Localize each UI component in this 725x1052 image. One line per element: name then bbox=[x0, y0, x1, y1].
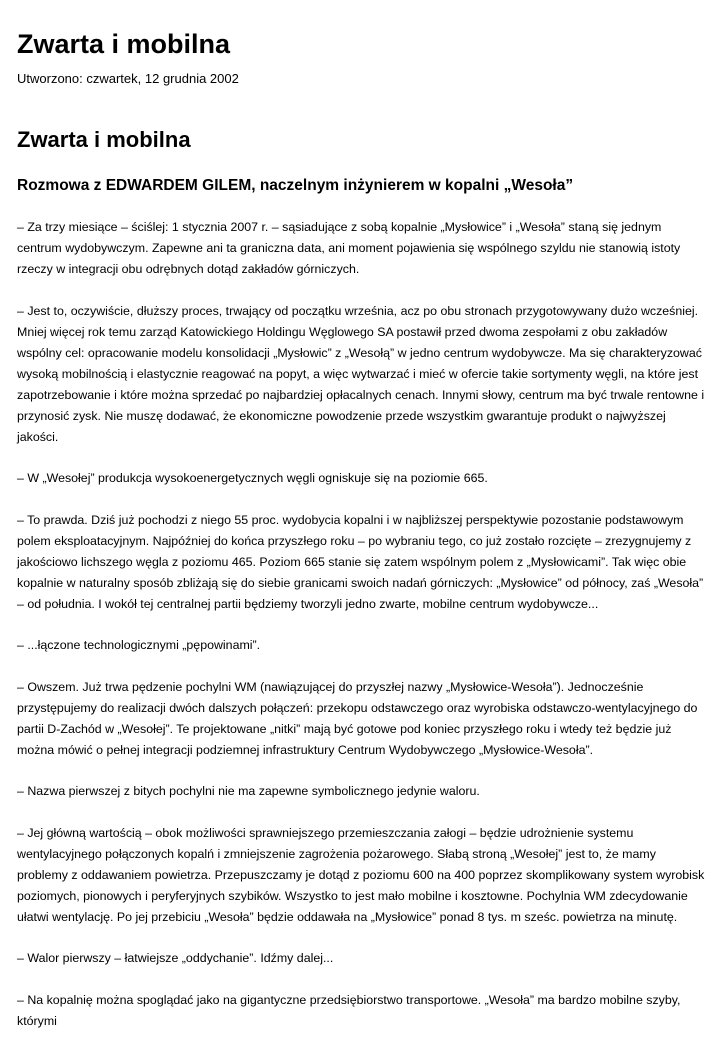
paragraph: – Owszem. Już trwa pędzenie pochylni WM (nawiązującej do przyszłej nazwy „Mysłowice-Wesoła”). Jednocześnie przystępujemy do realizacji dwóch dalszych połączeń: przekopu odstawczego oraz wyrobiska odstawczo-wentylacyjnego do partii D-Zachód w „Wesołej”. Te projektowane „nitki” mają być gotowe pod koniec przyszłego roku i wtedy też będzie już można mówić o pełnej integracji podziemnej infrastruktury Centrum Wydobywczego „Mysłowice-Wesoła”. bbox=[17, 679, 698, 757]
paragraph: – To prawda. Dziś już pochodzi z niego 55 proc. wydobycia kopalni i w najbliższej perspektywie pozostanie podstawowym polem eksploatacyjnym. Najpóźniej do końca przyszłego roku – po wybraniu tego, co już zostało rozcięte – zrezygnujemy z jakościowo lichszego węgla z poziomu 465. Poziom 665 stanie się zatem wspólnym polem z „Mysłowicami”. Tak więc obie kopalnie w naturalny sposób zbliżają się do siebie granicami swoich nadań górniczych: „Mysłowice” od północy, zaś „Wesoła” – od południa. I wokół tej centralnej partii będziemy tworzyli jedno zwarte, mobilne centrum wydobywcze... bbox=[17, 512, 704, 611]
paragraph: – Na kopalnię można spoglądać jako na gigantyczne przedsiębiorstwo transportowe. „Wesoła” ma bardzo mobilne szyby, którymi bbox=[17, 992, 681, 1028]
created-date: Utworzono: czwartek, 12 grudnia 2002 bbox=[17, 71, 239, 86]
paragraph: – Jej główną wartością – obok możliwości sprawniejszego przemieszczania załogi – będzie udrożnienie systemu wentylacyjnego połączonych kopalń i zmniejszenie zagrożenia pożarowego. Słabą stroną „Wesołej” jest to, że mamy problemy z oddawaniem powietrza. Przepuszczamy je dotąd z poziomu 600 na 400 poprzez skomplikowany system wyrobisk poziomych, pionowych i peryferyjnych szybików. Wszystko to jest mało mobilne i kosztowne. Pochylnia WM zdecydowanie ułatwi wentylację. Po jej przebiciu „Wesoła” będzie oddawała na „Mysłowice” ponad 8 tys. m sześc. powietrza na minutę. bbox=[17, 825, 705, 924]
article-subtitle: Rozmowa z EDWARDEM GILEM, naczelnym inżynierem w kopalni „Wesoła” bbox=[17, 177, 574, 194]
paragraph: – Nazwa pierwszej z bitych pochylni nie ma zapewne symbolicznego jedynie waloru. bbox=[17, 784, 480, 798]
paragraph: – Za trzy miesiące – ściślej: 1 stycznia 2007 r. – sąsiadujące z sobą kopalnie „Mysłowice” i „Wesoła” staną się jednym centrum wydobywczym. Zapewne ani ta graniczna data, ani moment pojawienia się wspólnego szyldu nie stanowią istoty rzeczy w integracji obu odrębnych dotąd zakładów górniczych. bbox=[17, 220, 681, 276]
paragraph: – Walor pierwszy – łatwiejsze „oddychanie”. Idźmy dalej... bbox=[17, 951, 334, 965]
article-body bbox=[17, 217, 707, 1052]
paragraph: – W „Wesołej” produkcja wysokoenergetycznych węgli ogniskuje się na poziomie 665. bbox=[17, 471, 488, 485]
paragraph: – ...łączone technologicznymi „pępowinami”. bbox=[17, 638, 261, 652]
page-title: Zwarta i mobilna bbox=[17, 29, 231, 59]
article-title: Zwarta i mobilna bbox=[17, 127, 191, 152]
paragraph: – Jest to, oczywiście, dłuższy proces, trwający od początku września, acz po obu stronach przygotowywany dużo wcześniej. Mniej więcej rok temu zarząd Katowickiego Holdingu Węglowego SA postawił przed dwoma zespołami z obu zakładów wspólny cel: opracowanie modelu konsolidacji „Mysłowic” z „Wesołą” w jedno centrum wydobywcze. Ma się charakteryzować wysoką mobilnością i elastycznie reagować na popyt, a więc wytwarzać i mieć w ofercie takie sortymenty węgli, na które jest zapotrzebowanie i które można sprzedać po najbardziej opłacalnych cenach. Innymi słowy, centrum ma być trwale rentowne i przynosić zysk. Nie muszę dodawać, że ekonomiczne powodzenie przede wszystkim gwarantuje produkt o najwyższej jakości. bbox=[17, 303, 705, 444]
